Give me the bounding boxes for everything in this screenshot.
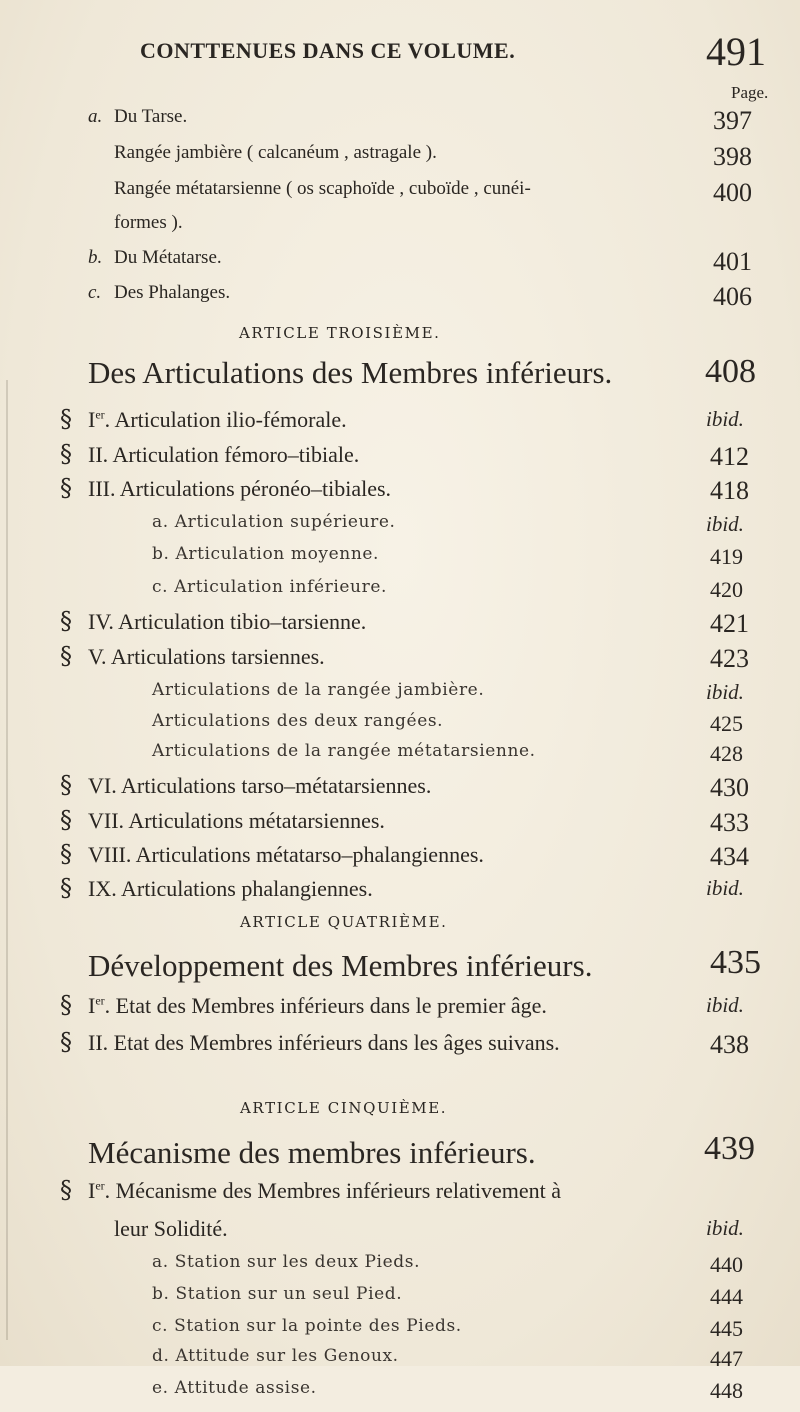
entry-page: ibid.: [706, 1216, 744, 1240]
entry-label: Articulations péronéo–tibiales.: [115, 476, 392, 501]
toc-entry: [0, 1284, 800, 1318]
entry-text: [152, 1378, 317, 1398]
toc-entry: [0, 680, 800, 714]
section-number: VIII.: [88, 842, 132, 867]
entry-text: Des Phalanges.: [114, 282, 231, 303]
toc-entry: [0, 212, 800, 246]
toc-entry: [0, 142, 800, 176]
section-number: I: [88, 993, 96, 1018]
section-sign: §: [60, 991, 72, 1019]
entry-page: 447: [710, 1346, 743, 1371]
entry-text: [152, 741, 536, 761]
entry-text: [152, 544, 379, 564]
entry-text: [88, 609, 366, 635]
toc-entry: [0, 876, 800, 910]
entry-text: [88, 876, 373, 902]
section-number: I: [88, 407, 96, 432]
toc-entry: [0, 842, 800, 876]
entry-page: 401: [713, 247, 752, 276]
entry-text: [88, 1178, 561, 1204]
section-number: III.: [88, 476, 116, 501]
section-sign: §: [60, 806, 72, 834]
entry-text: [88, 808, 385, 834]
section-number: IV.: [88, 609, 114, 634]
entry-text: formes ).: [114, 212, 183, 233]
toc-entry: [0, 773, 800, 807]
entry-page: 406: [713, 282, 752, 311]
section-sign: §: [60, 607, 72, 635]
entry-text: [114, 1216, 228, 1242]
entry-text: [152, 1316, 462, 1336]
entry-text: [88, 1030, 560, 1056]
section-number: IX.: [88, 876, 117, 901]
entry-page: 398: [713, 142, 752, 171]
toc-entry: [0, 1178, 800, 1212]
entry-text: Rangée jambière ( calcanéum , astragale ).: [114, 142, 437, 163]
section-sign: §: [60, 642, 72, 670]
entry-page: 425: [710, 711, 743, 736]
entry-label: b. Articulation moyenne.: [152, 544, 380, 564]
entry-page: ibid.: [706, 512, 744, 536]
entry-text: Du Tarse.: [114, 106, 188, 127]
entry-page: 418: [710, 476, 749, 505]
entry-prefix: a.: [88, 106, 103, 127]
section-number: II.: [88, 442, 109, 467]
entry-page: 423: [710, 644, 749, 673]
toc-entry: [0, 711, 800, 745]
entry-text: [152, 577, 387, 597]
entry-page: 445: [710, 1316, 743, 1341]
entry-label: b. Station sur un seul Pied.: [152, 1284, 403, 1304]
entry-text: [88, 773, 431, 799]
article-title-page: 435: [710, 944, 761, 981]
article-heading: ARTICLE TROISIÈME.: [239, 324, 441, 342]
toc-entry: [0, 609, 800, 643]
entry-label: a. Articulation supérieure.: [152, 512, 396, 532]
entry-page: 412: [710, 442, 749, 471]
toc-entry: [0, 442, 800, 476]
toc-entry: [0, 644, 800, 678]
entry-text: [152, 711, 443, 731]
entry-page: ibid.: [706, 680, 744, 704]
entry-prefix: c.: [88, 282, 102, 303]
toc-entry: [0, 544, 800, 578]
entry-text: [152, 512, 396, 532]
article-title: Mécanisme des membres inférieurs.: [88, 1135, 536, 1170]
entry-page: 440: [710, 1252, 743, 1277]
toc-entry: [0, 1316, 800, 1350]
entry-page: 400: [713, 178, 752, 207]
entry-label: Articulations des deux rangées.: [152, 711, 444, 731]
section-sign: §: [60, 405, 72, 433]
article-title-page: 408: [705, 353, 756, 390]
entry-page: 434: [710, 842, 749, 871]
entry-label: c. Articulation inférieure.: [152, 577, 388, 597]
entry-label: leur Solidité.: [114, 1216, 228, 1241]
entry-label: a. Station sur les deux Pieds.: [152, 1252, 421, 1272]
entry-label: Articulations phalangiennes.: [116, 876, 373, 901]
toc-entry: [0, 1346, 800, 1380]
toc-entry: [0, 106, 800, 140]
toc-entry: [0, 741, 800, 775]
toc-entry: [0, 407, 800, 441]
section-number-suffix: er: [95, 1178, 105, 1193]
entry-page: 433: [710, 808, 749, 837]
entry-label: Articulation fémoro–tibiale.: [108, 442, 360, 467]
article-title: Des Articulations des Membres inférieurs.: [88, 355, 613, 390]
entry-label: Etat des Membres inférieurs dans les âges suivans.: [108, 1030, 560, 1055]
entry-text: [152, 1284, 402, 1304]
entry-text: Du Métatarse.: [114, 247, 222, 268]
page-number: 491: [706, 29, 766, 74]
entry-label: Articulations métatarsiennes.: [124, 808, 385, 833]
toc-entry: [0, 247, 800, 281]
toc-entry: [0, 1030, 800, 1064]
toc-entry: [0, 178, 800, 212]
toc-entry: [0, 282, 800, 316]
section-number: V.: [88, 644, 107, 669]
entry-text: [88, 993, 547, 1019]
article-title-page: 439: [704, 1130, 755, 1167]
running-header: CONTTENUES DANS CE VOLUME.: [140, 38, 516, 63]
entry-page: 444: [710, 1284, 743, 1309]
toc-entry: [0, 1378, 800, 1412]
entry-text: [152, 1252, 420, 1272]
article-heading: ARTICLE QUATRIÈME.: [240, 913, 448, 931]
entry-text: [88, 644, 325, 670]
entry-label: Articulations tarsiennes.: [106, 644, 325, 669]
section-sign: §: [60, 874, 72, 902]
toc-entry: [0, 577, 800, 611]
toc-entry: [0, 1252, 800, 1286]
section-number-suffix: er: [95, 407, 105, 422]
entry-page: 421: [710, 609, 749, 638]
entry-label: Articulations de la rangée jambière.: [152, 680, 485, 700]
article-heading: ARTICLE CINQUIÈME.: [240, 1099, 448, 1117]
entry-page: 420: [710, 577, 743, 602]
entry-prefix: b.: [88, 247, 103, 268]
entry-text: [88, 407, 347, 433]
entry-label: d. Attitude sur les Genoux.: [152, 1346, 399, 1366]
section-number: VII.: [88, 808, 125, 833]
page-column-label: Page.: [731, 83, 769, 102]
toc-entry: [0, 476, 800, 510]
toc-entry: [0, 808, 800, 842]
toc-entry: [0, 1216, 800, 1250]
entry-label: Articulations de la rangée métatarsienne.: [152, 741, 536, 761]
entry-label: Articulation tibio–tarsienne.: [113, 609, 367, 634]
entry-text: [88, 842, 484, 868]
entry-label: . Mécanisme des Membres inférieurs relativement à: [104, 1178, 561, 1203]
entry-text: [88, 442, 359, 468]
section-number: VI.: [88, 773, 117, 798]
entry-page: 397: [713, 106, 752, 135]
section-sign: §: [60, 440, 72, 468]
toc-entry: [0, 512, 800, 546]
entry-text: Rangée métatarsienne ( os scaphoïde , cuboïde , cunéi-: [114, 178, 531, 199]
entry-label: c. Station sur la pointe des Pieds.: [152, 1316, 462, 1336]
entry-label: . Etat des Membres inférieurs dans le premier âge.: [104, 993, 547, 1018]
entry-label: . Articulation ilio-fémorale.: [104, 407, 347, 432]
section-number-suffix: er: [95, 993, 105, 1008]
entry-text: [88, 476, 391, 502]
entry-text: [152, 680, 484, 700]
entry-page: ibid.: [706, 993, 744, 1017]
section-sign: §: [60, 1028, 72, 1056]
entry-label: Articulations métatarso–phalangiennes.: [131, 842, 484, 867]
entry-page: 428: [710, 741, 743, 766]
section-sign: §: [60, 840, 72, 868]
entry-text: [152, 1346, 399, 1366]
entry-page: ibid.: [706, 407, 744, 431]
section-sign: §: [60, 771, 72, 799]
section-number: I: [88, 1178, 96, 1203]
entry-page: 419: [710, 544, 743, 569]
section-sign: §: [60, 1176, 72, 1204]
entry-page: 430: [710, 773, 749, 802]
article-title: Développement des Membres inférieurs.: [88, 948, 593, 983]
toc-entry: [0, 993, 800, 1027]
entry-page: ibid.: [706, 876, 744, 900]
section-number: II.: [88, 1030, 109, 1055]
entry-label: Articulations tarso–métatarsiennes.: [116, 773, 432, 798]
entry-label: e. Attitude assise.: [152, 1378, 317, 1398]
entry-page: 438: [710, 1030, 749, 1059]
section-sign: §: [60, 474, 72, 502]
entry-page: 448: [710, 1378, 743, 1403]
